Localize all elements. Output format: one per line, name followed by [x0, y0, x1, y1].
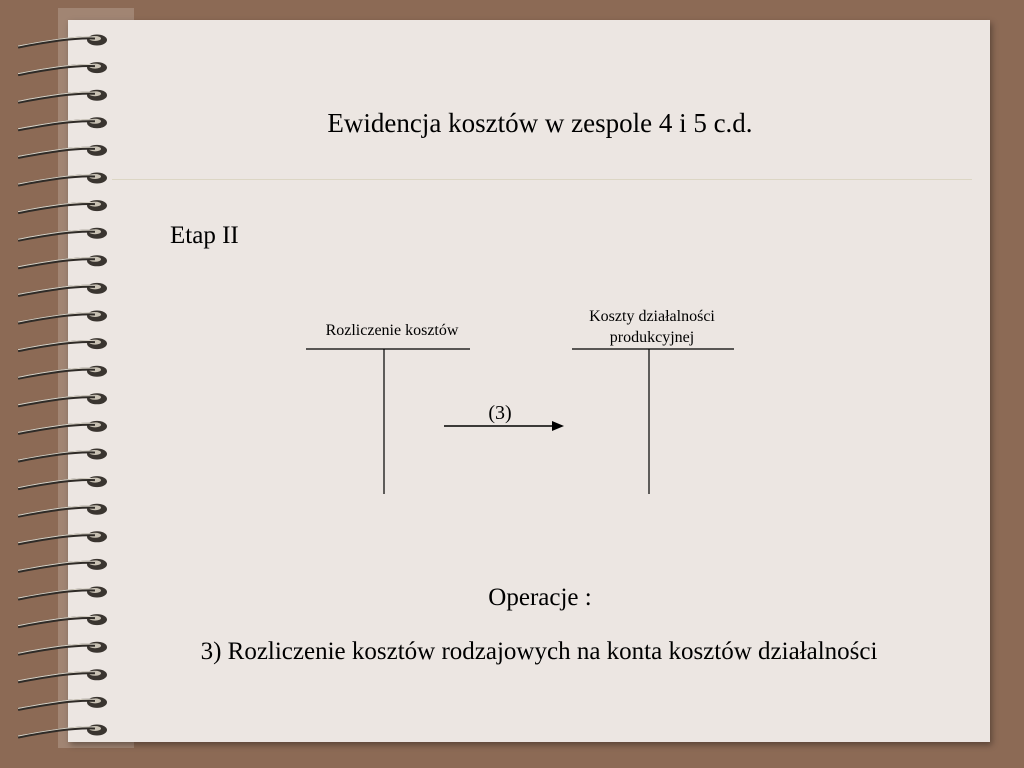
binding-ring	[18, 255, 107, 268]
binding-ring	[18, 669, 107, 682]
binding-ring	[18, 117, 107, 130]
binding-ring	[18, 449, 107, 462]
binding-ring	[18, 200, 107, 213]
binding-ring	[18, 35, 107, 48]
binding-ring	[18, 393, 107, 406]
binding-ring	[18, 421, 107, 434]
account-left-label: Rozliczenie kosztów	[325, 322, 459, 339]
binding-ring	[18, 173, 107, 186]
binding-ring	[18, 62, 107, 75]
binding-ring	[18, 90, 107, 103]
stage-label: Etap II	[170, 222, 239, 249]
binding-ring	[18, 531, 107, 544]
binding-ring	[18, 587, 107, 600]
binding-ring	[18, 697, 107, 710]
binding-ring	[18, 725, 107, 738]
slide-title: Ewidencja kosztów w zespole 4 i 5 c.d.	[327, 108, 753, 138]
binding-ring	[18, 338, 107, 351]
title-divider	[112, 179, 972, 180]
operation-item: 3) Rozliczenie kosztów rodzajowych na konta kosztów działalności	[200, 638, 878, 665]
binding-ring	[18, 311, 107, 324]
operation-ref-label: (3)	[488, 402, 512, 424]
binding-ring	[18, 283, 107, 296]
binding-ring	[18, 366, 107, 379]
binding-ring	[18, 145, 107, 158]
binding-ring	[18, 642, 107, 655]
binding-ring	[18, 504, 107, 517]
binding-ring	[18, 614, 107, 627]
operations-heading: Operacje :	[488, 584, 592, 611]
binding-ring	[18, 228, 107, 241]
account-right-label: Koszty działalności produkcyjnej	[589, 308, 715, 346]
binding-ring	[18, 559, 107, 572]
binding-ring	[18, 476, 107, 489]
